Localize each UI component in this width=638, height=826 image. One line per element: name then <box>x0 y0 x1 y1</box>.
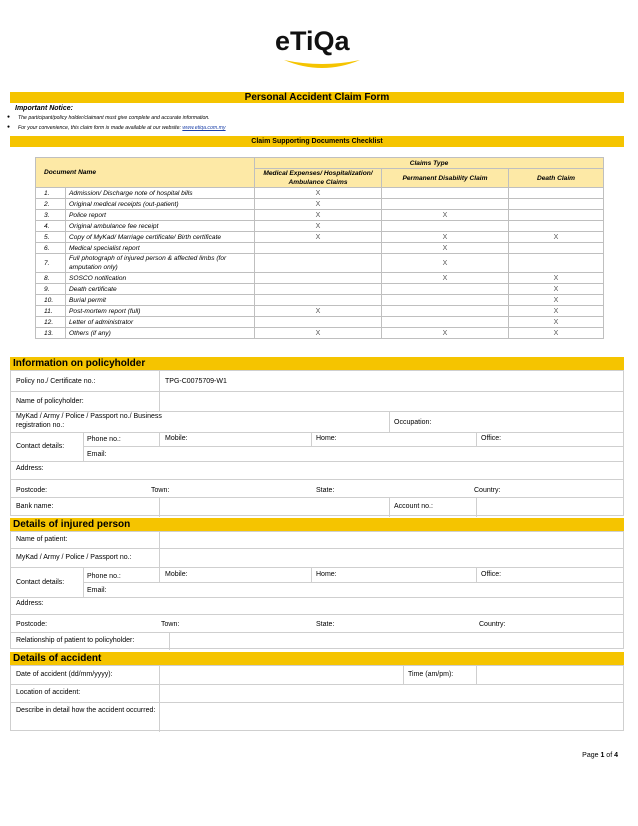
disability-mark: X <box>382 210 509 221</box>
disability-mark <box>382 306 509 317</box>
accident-date-label: Date of accident (dd/mm/yyyy): <box>16 671 113 678</box>
patient-name-label: Name of patient: <box>16 536 68 543</box>
medical-mark: X <box>255 328 382 339</box>
policyholder-heading: Information on policyholder <box>10 357 624 370</box>
phone-label: Phone no.: <box>87 436 121 443</box>
policy-no-label: Policy no./ Certificate no.: <box>16 378 96 385</box>
office-label: Office: <box>481 435 502 442</box>
patient-email-label: Email: <box>87 587 107 594</box>
checklist-row <box>36 284 604 295</box>
doc-number: 5. <box>36 232 66 243</box>
death-mark <box>509 254 604 273</box>
doc-name: Full photograph of injured person & affected limbs (for amputation only) <box>66 254 255 273</box>
death-mark <box>509 199 604 210</box>
medical-mark: X <box>255 188 382 199</box>
doc-number: 10. <box>36 295 66 306</box>
doc-name: Others (if any) <box>66 328 255 339</box>
checklist-table <box>35 157 604 339</box>
medical-mark: X <box>255 232 382 243</box>
checklist-title: Claim Supporting Documents Checklist <box>10 136 624 147</box>
col-medical-header: Medical Expenses/ Hospitalization/ Ambulance Claims <box>255 169 382 188</box>
form-title: Personal Accident Claim Form <box>10 92 624 103</box>
occupation-label: Occupation: <box>394 419 432 426</box>
medical-mark <box>255 243 382 254</box>
checklist-body <box>36 188 604 339</box>
mobile-label: Mobile: <box>165 435 188 442</box>
logo-wordmark: eTiQa <box>275 26 350 56</box>
doc-name-header: Document Name <box>36 158 255 188</box>
disability-mark <box>382 221 509 232</box>
contact-details-label: Contact details: <box>16 443 65 450</box>
doc-number: 2. <box>36 199 66 210</box>
bank-name-label: Bank name: <box>16 503 54 510</box>
patient-postcode-label: Postcode: <box>16 621 48 628</box>
doc-number: 11. <box>36 306 66 317</box>
medical-mark <box>255 317 382 328</box>
doc-number: 13. <box>36 328 66 339</box>
relationship-label: Relationship of patient to policyholder: <box>16 637 135 644</box>
doc-name: SOSCO notification <box>66 273 255 284</box>
doc-name: Death certificate <box>66 284 255 295</box>
accident-time-label: Time (am/pm): <box>408 671 454 678</box>
death-mark <box>509 221 604 232</box>
policyholder-id-label: MyKad / Army / Police / Passport no./ Business registration no.: <box>16 413 162 429</box>
medical-mark <box>255 273 382 284</box>
website-link[interactable]: www.etiqa.com.my <box>182 125 226 131</box>
patient-id-label: MyKad / Army / Police / Passport no.: <box>16 554 132 561</box>
doc-name: Police report <box>66 210 255 221</box>
death-mark: X <box>509 306 604 317</box>
accident-describe-label: Describe in detail how the accident occurred: <box>16 707 156 714</box>
address-label: Address: <box>16 465 44 472</box>
doc-name: Original medical receipts (out-patient) <box>66 199 255 210</box>
doc-number: 12. <box>36 317 66 328</box>
death-mark: X <box>509 328 604 339</box>
notice-line-2-text: For your convenience, this claim form is made available at our website: <box>18 125 183 131</box>
doc-number: 3. <box>36 210 66 221</box>
disability-mark: X <box>382 273 509 284</box>
patient-town-label: Town: <box>161 621 180 628</box>
death-mark: X <box>509 317 604 328</box>
patient-state-label: State: <box>316 621 335 628</box>
doc-name: Medical specialist report <box>66 243 255 254</box>
page-number: 1 <box>600 752 605 759</box>
checklist-row <box>36 210 604 221</box>
medical-mark <box>255 254 382 273</box>
doc-name: Post-mortem report (full) <box>66 306 255 317</box>
disability-mark: X <box>382 254 509 273</box>
country-label: Country: <box>474 487 501 494</box>
death-mark <box>509 188 604 199</box>
page-total: 4 <box>614 752 618 759</box>
death-mark <box>509 210 604 221</box>
page-of: of <box>604 752 615 759</box>
disability-mark <box>382 295 509 306</box>
claims-type-header: Claims Type <box>255 158 604 169</box>
doc-name: Original ambulance fee receipt <box>66 221 255 232</box>
page-prefix: Page <box>582 752 601 759</box>
checklist-row <box>36 254 604 273</box>
town-label: Town: <box>151 487 170 494</box>
page-indicator <box>582 752 618 759</box>
death-mark <box>509 243 604 254</box>
patient-phone-label: Phone no.: <box>87 573 121 580</box>
death-mark: X <box>509 273 604 284</box>
checklist-row <box>36 295 604 306</box>
medical-mark: X <box>255 210 382 221</box>
notice-line-1: The participant/policy holder/claimant must give complete and accurate information. <box>18 115 210 121</box>
death-mark: X <box>509 295 604 306</box>
checklist-row <box>36 317 604 328</box>
patient-address-label: Address: <box>16 600 44 607</box>
doc-number: 8. <box>36 273 66 284</box>
accident-form <box>10 665 624 731</box>
disability-mark <box>382 188 509 199</box>
disability-mark: X <box>382 243 509 254</box>
checklist-row <box>36 232 604 243</box>
doc-name: Burial permit <box>66 295 255 306</box>
death-mark: X <box>509 284 604 295</box>
accident-heading: Details of accident <box>10 652 624 665</box>
doc-number: 7. <box>36 254 66 273</box>
policyholder-form <box>10 370 624 516</box>
email-label: Email: <box>87 451 107 458</box>
etiqa-logo <box>272 24 372 72</box>
checklist-row <box>36 328 604 339</box>
medical-mark: X <box>255 221 382 232</box>
doc-number: 4. <box>36 221 66 232</box>
patient-country-label: Country: <box>479 621 506 628</box>
doc-number: 9. <box>36 284 66 295</box>
doc-name: Copy of MyKad/ Marriage certificate/ Birth certificate <box>66 232 255 243</box>
doc-number: 1. <box>36 188 66 199</box>
doc-name: Admission/ Discharge note of hospital bills <box>66 188 255 199</box>
accident-location-label: Location of accident: <box>16 689 81 696</box>
disability-mark: X <box>382 232 509 243</box>
injured-form <box>10 531 624 649</box>
state-label: State: <box>316 487 335 494</box>
checklist-header-row <box>36 158 604 169</box>
disability-mark: X <box>382 328 509 339</box>
notice-lines <box>0 114 630 134</box>
checklist-row <box>36 188 604 199</box>
checklist-row <box>36 199 604 210</box>
home-label: Home: <box>316 435 337 442</box>
notice-line-2 <box>18 125 226 131</box>
doc-name: Letter of administrator <box>66 317 255 328</box>
bullet-icon: ● <box>7 114 11 120</box>
policyholder-name-label: Name of policyholder: <box>16 398 84 405</box>
disability-mark <box>382 317 509 328</box>
policy-no-value[interactable]: TPG-C0075709-W1 <box>165 378 227 385</box>
disability-mark <box>382 284 509 295</box>
checklist-row <box>36 306 604 317</box>
postcode-label: Postcode: <box>16 487 48 494</box>
patient-contact-label: Contact details: <box>16 579 65 586</box>
bullet-icon: ● <box>7 124 11 130</box>
col-death-header: Death Claim <box>509 169 604 188</box>
patient-mobile-label: Mobile: <box>165 571 188 578</box>
medical-mark: X <box>255 199 382 210</box>
disability-mark <box>382 199 509 210</box>
account-no-label: Account no.: <box>394 503 433 510</box>
patient-office-label: Office: <box>481 571 502 578</box>
col-disability-header: Permanent Disability Claim <box>382 169 509 188</box>
logo-swoosh-icon <box>282 58 362 72</box>
medical-mark <box>255 295 382 306</box>
injured-heading: Details of injured person <box>10 518 624 531</box>
checklist-row <box>36 243 604 254</box>
medical-mark: X <box>255 306 382 317</box>
patient-home-label: Home: <box>316 571 337 578</box>
notice-title: Important Notice: <box>15 105 73 112</box>
death-mark: X <box>509 232 604 243</box>
checklist-row <box>36 221 604 232</box>
medical-mark <box>255 284 382 295</box>
doc-number: 6. <box>36 243 66 254</box>
checklist-row <box>36 273 604 284</box>
